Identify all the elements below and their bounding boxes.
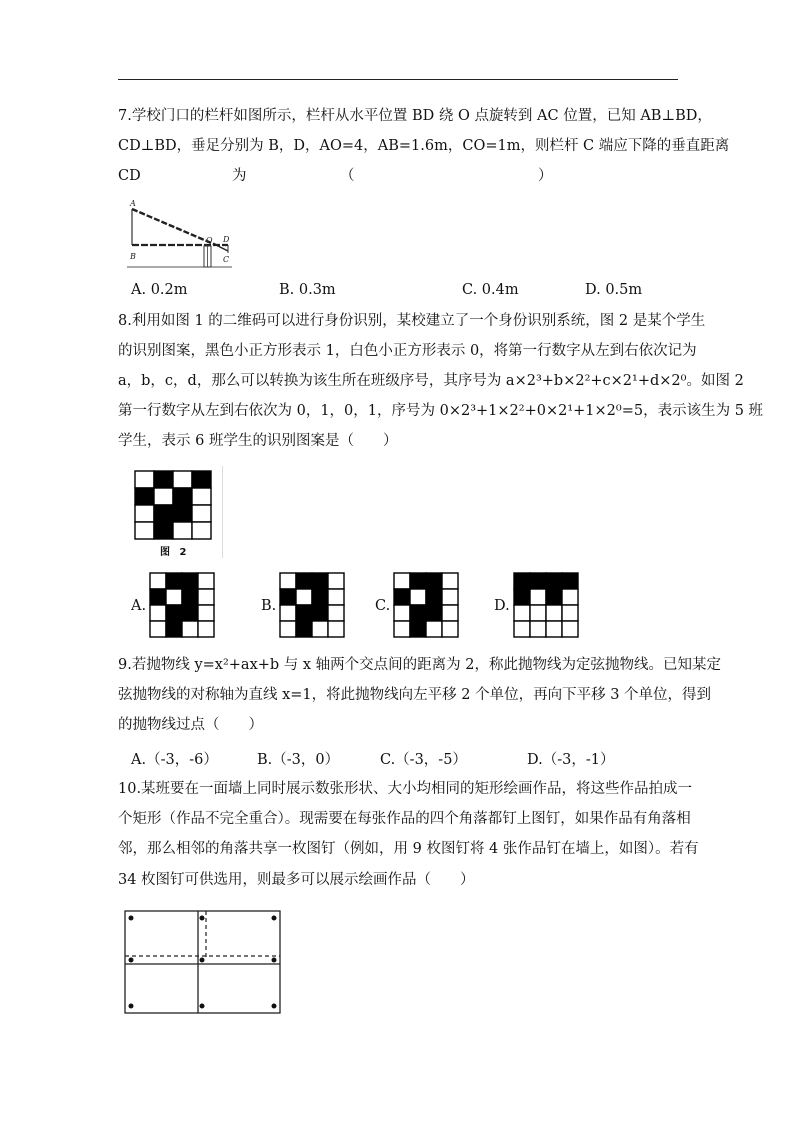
grid-cell — [426, 589, 442, 605]
grid-cell — [530, 605, 546, 621]
q7-text-line-2: CD⊥BD，垂足分别为 B，D，AO=4，AB=1.6m，CO=1m，则栏杆 C 端应下降的垂直距离 — [118, 138, 730, 154]
q9-option-c[interactable]: C.（-3，-5） — [380, 752, 467, 768]
grid-cell — [410, 573, 426, 589]
q7-option-a[interactable]: A. 0.2m — [131, 282, 188, 298]
grid-cell — [546, 605, 562, 621]
grid-cell — [182, 573, 198, 589]
grid-cell — [312, 589, 328, 605]
grid-cell — [426, 573, 442, 589]
grid-cell — [135, 488, 154, 505]
grid-cell — [182, 605, 198, 621]
top-rule — [118, 79, 678, 80]
grid-cell — [166, 589, 182, 605]
q7-text-line-1: 7.学校门口的栏杆如图所示，栏杆从水平位置 BD 绕 O 点旋转到 AC 位置，已知 AB⊥BD， — [118, 108, 712, 124]
grid-cell — [150, 605, 166, 621]
pin-dots — [129, 916, 277, 1009]
grid-cell — [192, 488, 211, 505]
grid-cell — [530, 589, 546, 605]
q7-option-b[interactable]: B. 0.3m — [279, 282, 336, 298]
q8-text-line-2: 的识别图案，黑色小正方形表示 1，白色小正方形表示 0，将第一行数字从左到右依次记为 — [118, 343, 697, 359]
grid-cell — [328, 605, 344, 621]
grid-cell — [198, 621, 214, 637]
grid-cell — [280, 589, 296, 605]
grid-cell — [562, 573, 578, 589]
q7-barrier-figure — [124, 197, 236, 273]
grid-cell — [410, 589, 426, 605]
grid-cell — [514, 605, 530, 621]
grid-cell — [312, 573, 328, 589]
q7-option-d[interactable]: D. 0.5m — [585, 282, 643, 298]
grid-cell — [312, 605, 328, 621]
grid-cell — [426, 621, 442, 637]
grid-cell — [562, 605, 578, 621]
grid-cell — [166, 621, 182, 637]
grid-cell — [198, 589, 214, 605]
q7-option-c[interactable]: C. 0.4m — [462, 282, 519, 298]
grid-cell — [135, 505, 154, 522]
grid-cell — [182, 589, 198, 605]
grid-cell — [394, 621, 410, 637]
grid-cell — [192, 522, 211, 539]
q8-text-line-1: 8.利用如图 1 的二维码可以进行身份识别，某校建立了一个身份识别系统，图 2 是某个学生 — [118, 313, 706, 329]
fig2-caption: 图 2 — [160, 547, 190, 558]
grid-cell — [426, 605, 442, 621]
grid-cell — [546, 621, 562, 637]
grid-cell — [296, 605, 312, 621]
grid-cell — [135, 522, 154, 539]
grid-cell — [442, 573, 458, 589]
grid-cell — [296, 573, 312, 589]
grid-cell — [154, 488, 173, 505]
grid-cell — [530, 573, 546, 589]
q8-option-a-label: A. — [131, 598, 147, 614]
grid-cell — [394, 605, 410, 621]
fig-label-c: C — [223, 255, 230, 264]
q7-text-cd: CD — [118, 168, 141, 184]
grid-cell — [546, 573, 562, 589]
grid-cell — [296, 589, 312, 605]
q8-text-line-3: a，b，c，d，那么可以转换为该生所在班级序号，其序号为 a×2³+b×2²+c×2¹+d×2⁰。如图 2 — [118, 373, 744, 389]
q8-figure-2 — [134, 470, 212, 558]
grid-cell — [154, 505, 173, 522]
q8-option-c-label: C. — [375, 598, 391, 614]
grid-cell — [442, 605, 458, 621]
q8-option-d-label: D. — [494, 598, 510, 614]
q9-option-b[interactable]: B.（-3，0） — [257, 752, 340, 768]
q7-text-wei: 为 — [232, 168, 247, 184]
grid-cell — [173, 471, 192, 488]
q10-text-line-1: 10.某班要在一面墙上同时展示数张形状、大小均相同的矩形绘画作品，将这些作品拍成一 — [118, 781, 693, 797]
grid-cell — [562, 589, 578, 605]
grid-cell — [150, 589, 166, 605]
fig-label-d: D — [223, 235, 230, 244]
grid-cell — [442, 621, 458, 637]
q8-option-c-grid[interactable] — [393, 572, 459, 638]
grid-cell — [296, 621, 312, 637]
q9-text-line-1: 9.若抛物线 y=x²+ax+b 与 x 轴两个交点间的距离为 2，称此抛物线为定弦抛物线。已知某定 — [118, 657, 722, 673]
q10-text-line-3: 邻，那么相邻的角落共享一枚图钉（例如，用 9 枚图钉将 4 张作品钉在墙上，如图）。若有 — [118, 841, 699, 857]
grid-cell — [546, 589, 562, 605]
grid-cell — [394, 589, 410, 605]
grid-cell — [328, 589, 344, 605]
q10-text-line-2: 个矩形（作品不完全重合）。现需要在每张作品的四个角落都钉上图钉，如果作品有角落相 — [118, 811, 691, 827]
q9-option-a[interactable]: A.（-3，-6） — [131, 752, 218, 768]
grid-cell — [394, 573, 410, 589]
q9-text-line-2: 弦抛物线的对称轴为直线 x=1，将此抛物线向左平移 2 个单位，再向下平移 3 个单位，得到 — [118, 687, 712, 703]
grid-cell — [182, 621, 198, 637]
grid-cell — [166, 573, 182, 589]
grid-cell — [280, 573, 296, 589]
fig-label-a: A — [130, 199, 136, 208]
grid-cell — [135, 471, 154, 488]
grid-cell — [192, 471, 211, 488]
grid-cell — [198, 573, 214, 589]
q10-pinned-artworks-figure — [122, 908, 286, 1018]
fig2-grid — [134, 470, 212, 540]
grid-cell — [328, 573, 344, 589]
grid-cell — [173, 488, 192, 505]
q8-option-b-label: B. — [261, 598, 277, 614]
grid-cell — [410, 621, 426, 637]
grid-cell — [154, 471, 173, 488]
grid-cell — [154, 522, 173, 539]
q10-text-line-4: 34 枚图钉可供选用，则最多可以展示绘画作品（ ） — [118, 872, 475, 888]
grid-cell — [514, 589, 530, 605]
q8-text-line-5: 学生，表示 6 班学生的识别图案是（ ） — [118, 433, 398, 449]
grid-cell — [150, 621, 166, 637]
q8-text-line-4: 第一行数字从左到右依次为 0，1，0，1，序号为 0×2³+1×2²+0×2¹+1×2⁰=5，表示该生为 5 班 — [118, 403, 764, 419]
grid-cell — [312, 621, 328, 637]
grid-cell — [442, 589, 458, 605]
grid-cell — [173, 505, 192, 522]
grid-cell — [410, 605, 426, 621]
grid-cell — [280, 621, 296, 637]
grid-cell — [530, 621, 546, 637]
q9-text-line-3: 的抛物线过点（ ） — [118, 717, 263, 733]
grid-cell — [173, 522, 192, 539]
q8-option-b-grid[interactable] — [279, 572, 345, 638]
fig2-divider — [222, 466, 223, 558]
grid-cell — [280, 605, 296, 621]
grid-cell — [150, 573, 166, 589]
grid-cell — [514, 573, 530, 589]
grid-cell — [562, 621, 578, 637]
grid-cell — [198, 605, 214, 621]
q8-option-a-grid[interactable] — [149, 572, 215, 638]
grid-cell — [328, 621, 344, 637]
grid-cell — [192, 505, 211, 522]
grid-cell — [514, 621, 530, 637]
q9-option-d[interactable]: D.（-3，-1） — [527, 752, 615, 768]
fig-label-o: O — [206, 236, 213, 245]
q7-answer-paren-right: ） — [538, 168, 553, 184]
q8-option-d-grid[interactable] — [513, 572, 579, 638]
q7-answer-paren-left: （ — [340, 168, 355, 184]
fig-label-b: B — [130, 252, 136, 261]
grid-cell — [166, 605, 182, 621]
